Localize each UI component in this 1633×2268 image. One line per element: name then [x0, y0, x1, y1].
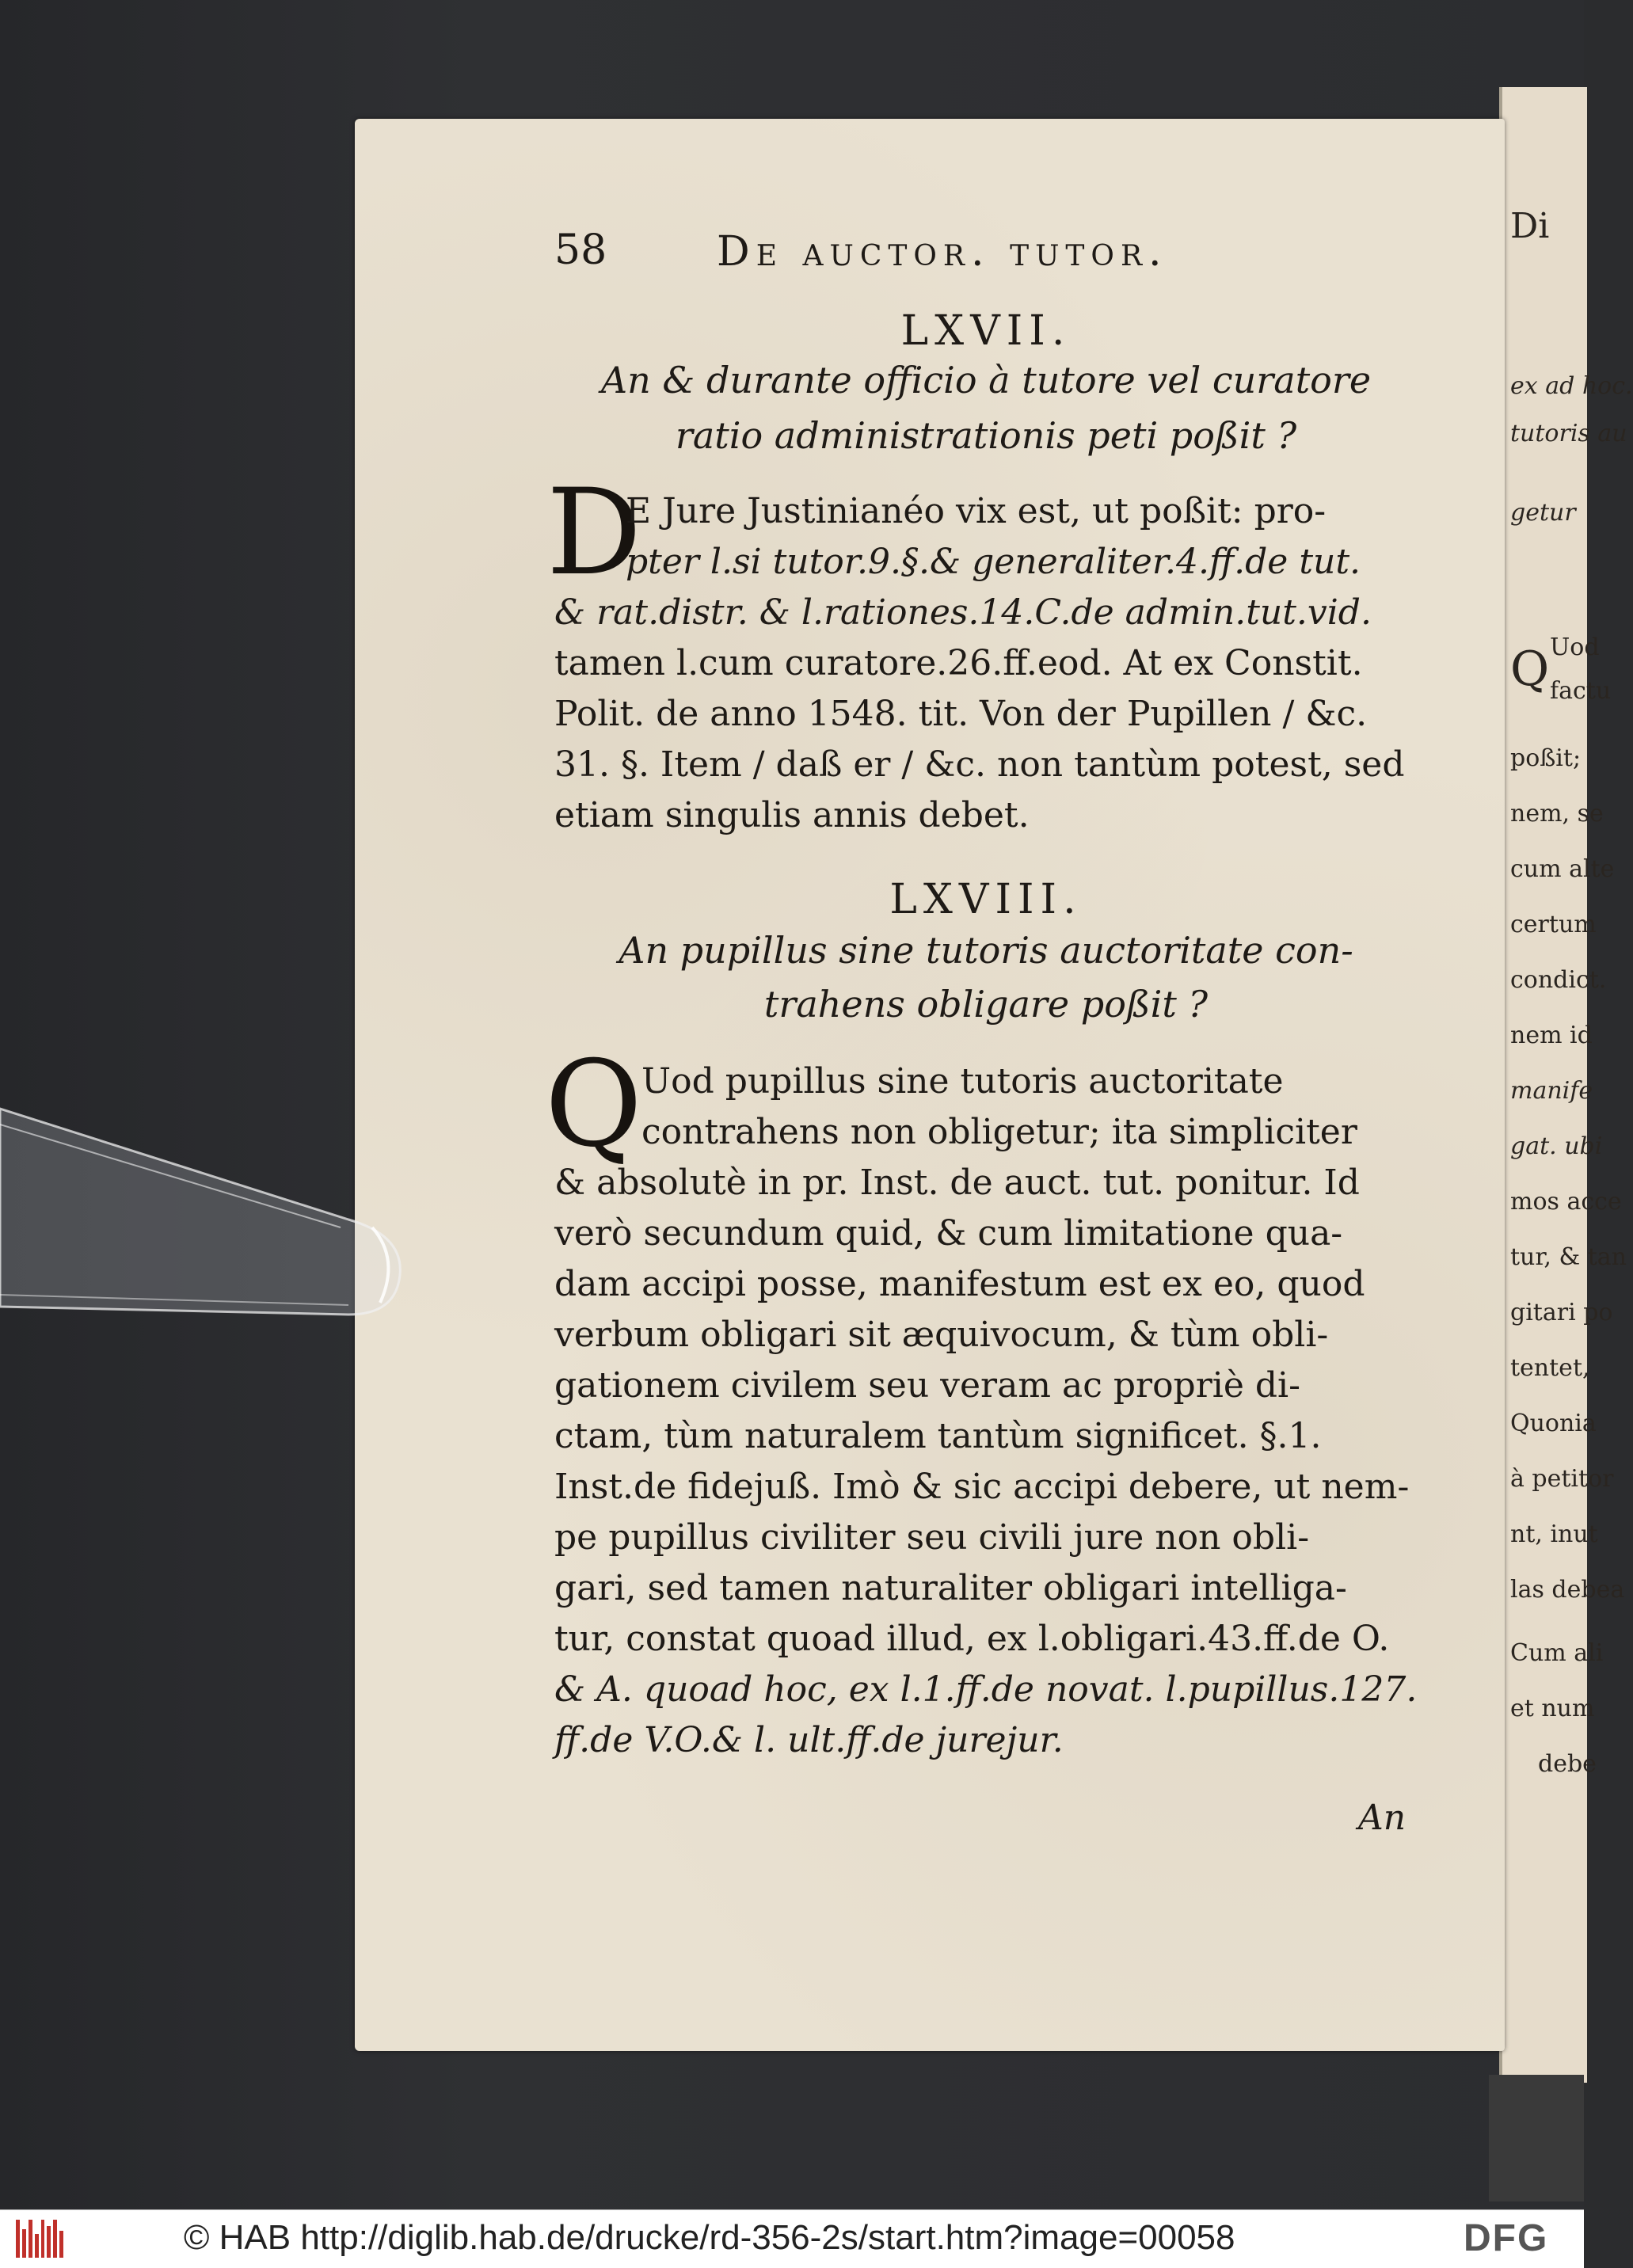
text-line: verò secundum quid, & cum limitatione qua-	[554, 1213, 1343, 1254]
facing-line: mos acce	[1510, 1188, 1622, 1216]
barcode-icon	[16, 2220, 63, 2258]
text-line: Uod pupillus sine tutoris auctoritate	[641, 1061, 1284, 1102]
facing-line: à petitor	[1510, 1465, 1614, 1493]
section-question-line: An pupillus sine tutoris auctoritate con-	[619, 929, 1353, 972]
facing-line: nt, inut	[1510, 1520, 1598, 1548]
catchword: An	[1358, 1798, 1407, 1838]
text-line: contrahens non obligetur; ita simpliciter	[641, 1112, 1357, 1152]
facing-line: tur, & tan	[1510, 1243, 1627, 1271]
facing-line: manife	[1510, 1077, 1593, 1105]
text-line: pter l.si tutor.9.§.& generaliter.4.ff.de tut.	[626, 542, 1361, 582]
facing-line: Uod	[1550, 634, 1600, 661]
text-line: tur, constat quoad illud, ex l.obligari.43.ff.de O.	[554, 1619, 1390, 1659]
drop-capital: D	[546, 464, 642, 602]
text-line: etiam singulis annis debet.	[554, 795, 1030, 835]
text-line: Inst.de fidejuß. Imò & sic accipi debere, ut nem-	[554, 1467, 1410, 1507]
facing-line: Cum ali	[1510, 1639, 1604, 1667]
facing-line: et num	[1510, 1695, 1595, 1722]
text-line: tamen l.cum curatore.26.ff.eod. At ex Constit.	[554, 643, 1363, 683]
facing-line: nem, se	[1510, 800, 1604, 828]
facing-line: factu	[1550, 677, 1612, 705]
facing-page-edge	[1499, 87, 1633, 2083]
facing-line: gat. ubi	[1510, 1132, 1603, 1160]
facing-line: Q	[1510, 641, 1550, 697]
footer-bar	[0, 2209, 1584, 2268]
facing-line: debe	[1538, 1750, 1597, 1778]
facing-line: getur	[1510, 499, 1576, 527]
text-line: 31. §. Item / daß er / &c. non tantùm potest, sed	[554, 744, 1405, 785]
text-line: dam accipi posse, manifestum est ex eo, quod	[554, 1264, 1365, 1304]
section-question-line: trahens obligare poßit ?	[763, 983, 1209, 1026]
text-line: verbum obligari sit æquivocum, & tùm obli-	[554, 1315, 1329, 1355]
text-line: pe pupillus civiliter seu civili jure non obli-	[554, 1517, 1310, 1558]
page-number: 58	[554, 226, 607, 274]
section-question-line: An & durante officio à tutore vel curatore	[600, 359, 1372, 401]
facing-line: Di	[1510, 206, 1550, 246]
drop-capital: Q	[545, 1036, 642, 1174]
text-line: E Jure Justinianéo vix est, ut poßit: pro-	[626, 491, 1327, 531]
section-number: LXVIII.	[889, 876, 1083, 923]
text-line: Polit. de anno 1548. tit. Von der Pupillen / &c.	[554, 694, 1368, 734]
facing-line: las debea	[1510, 1576, 1625, 1604]
facing-line: gitari po	[1510, 1299, 1613, 1326]
facing-line: ex ad hoc.	[1510, 372, 1633, 400]
text-line: ctam, tùm naturalem tantùm significet. §.1.	[554, 1416, 1322, 1456]
facing-line: certum	[1510, 911, 1597, 938]
text-line: & A. quoad hoc, ex l.1.ff.de novat. l.pupillus.127.	[554, 1669, 1418, 1710]
text-line: & absolutè in pr. Inst. de auct. tut. ponitur. Id	[554, 1163, 1360, 1203]
facing-line: condict.	[1510, 966, 1607, 994]
facing-line: cum alte	[1510, 855, 1615, 883]
facing-line: tutoris au	[1510, 420, 1627, 447]
dfg-logo: DFG	[1464, 2217, 1549, 2259]
text-line: ff.de V.O.& l. ult.ff.de jurejur.	[554, 1720, 1064, 1760]
facing-line: poßit;	[1510, 744, 1582, 772]
facing-line: tentet,	[1510, 1354, 1590, 1382]
section-question-line: ratio administrationis peti poßit ?	[675, 414, 1297, 457]
facing-page-shadow	[1489, 2075, 1584, 2201]
page-header	[554, 226, 1283, 290]
section-number: LXVII.	[900, 307, 1072, 355]
running-title: De auctor. tutor.	[717, 228, 1168, 276]
facing-line: nem id	[1510, 1022, 1593, 1049]
text-line: & rat.distr. & l.rationes.14.C.de admin.tut.vid.	[554, 592, 1372, 633]
text-line: gationem civilem seu veram ac propriè di-	[554, 1365, 1300, 1406]
footer-credit-link[interactable]: © HAB http://diglib.hab.de/drucke/rd-356-2s/start.htm?image=00058	[184, 2218, 1235, 2257]
facing-line: Quonia	[1510, 1410, 1597, 1437]
text-line: gari, sed tamen naturaliter obligari intelliga-	[554, 1568, 1347, 1608]
